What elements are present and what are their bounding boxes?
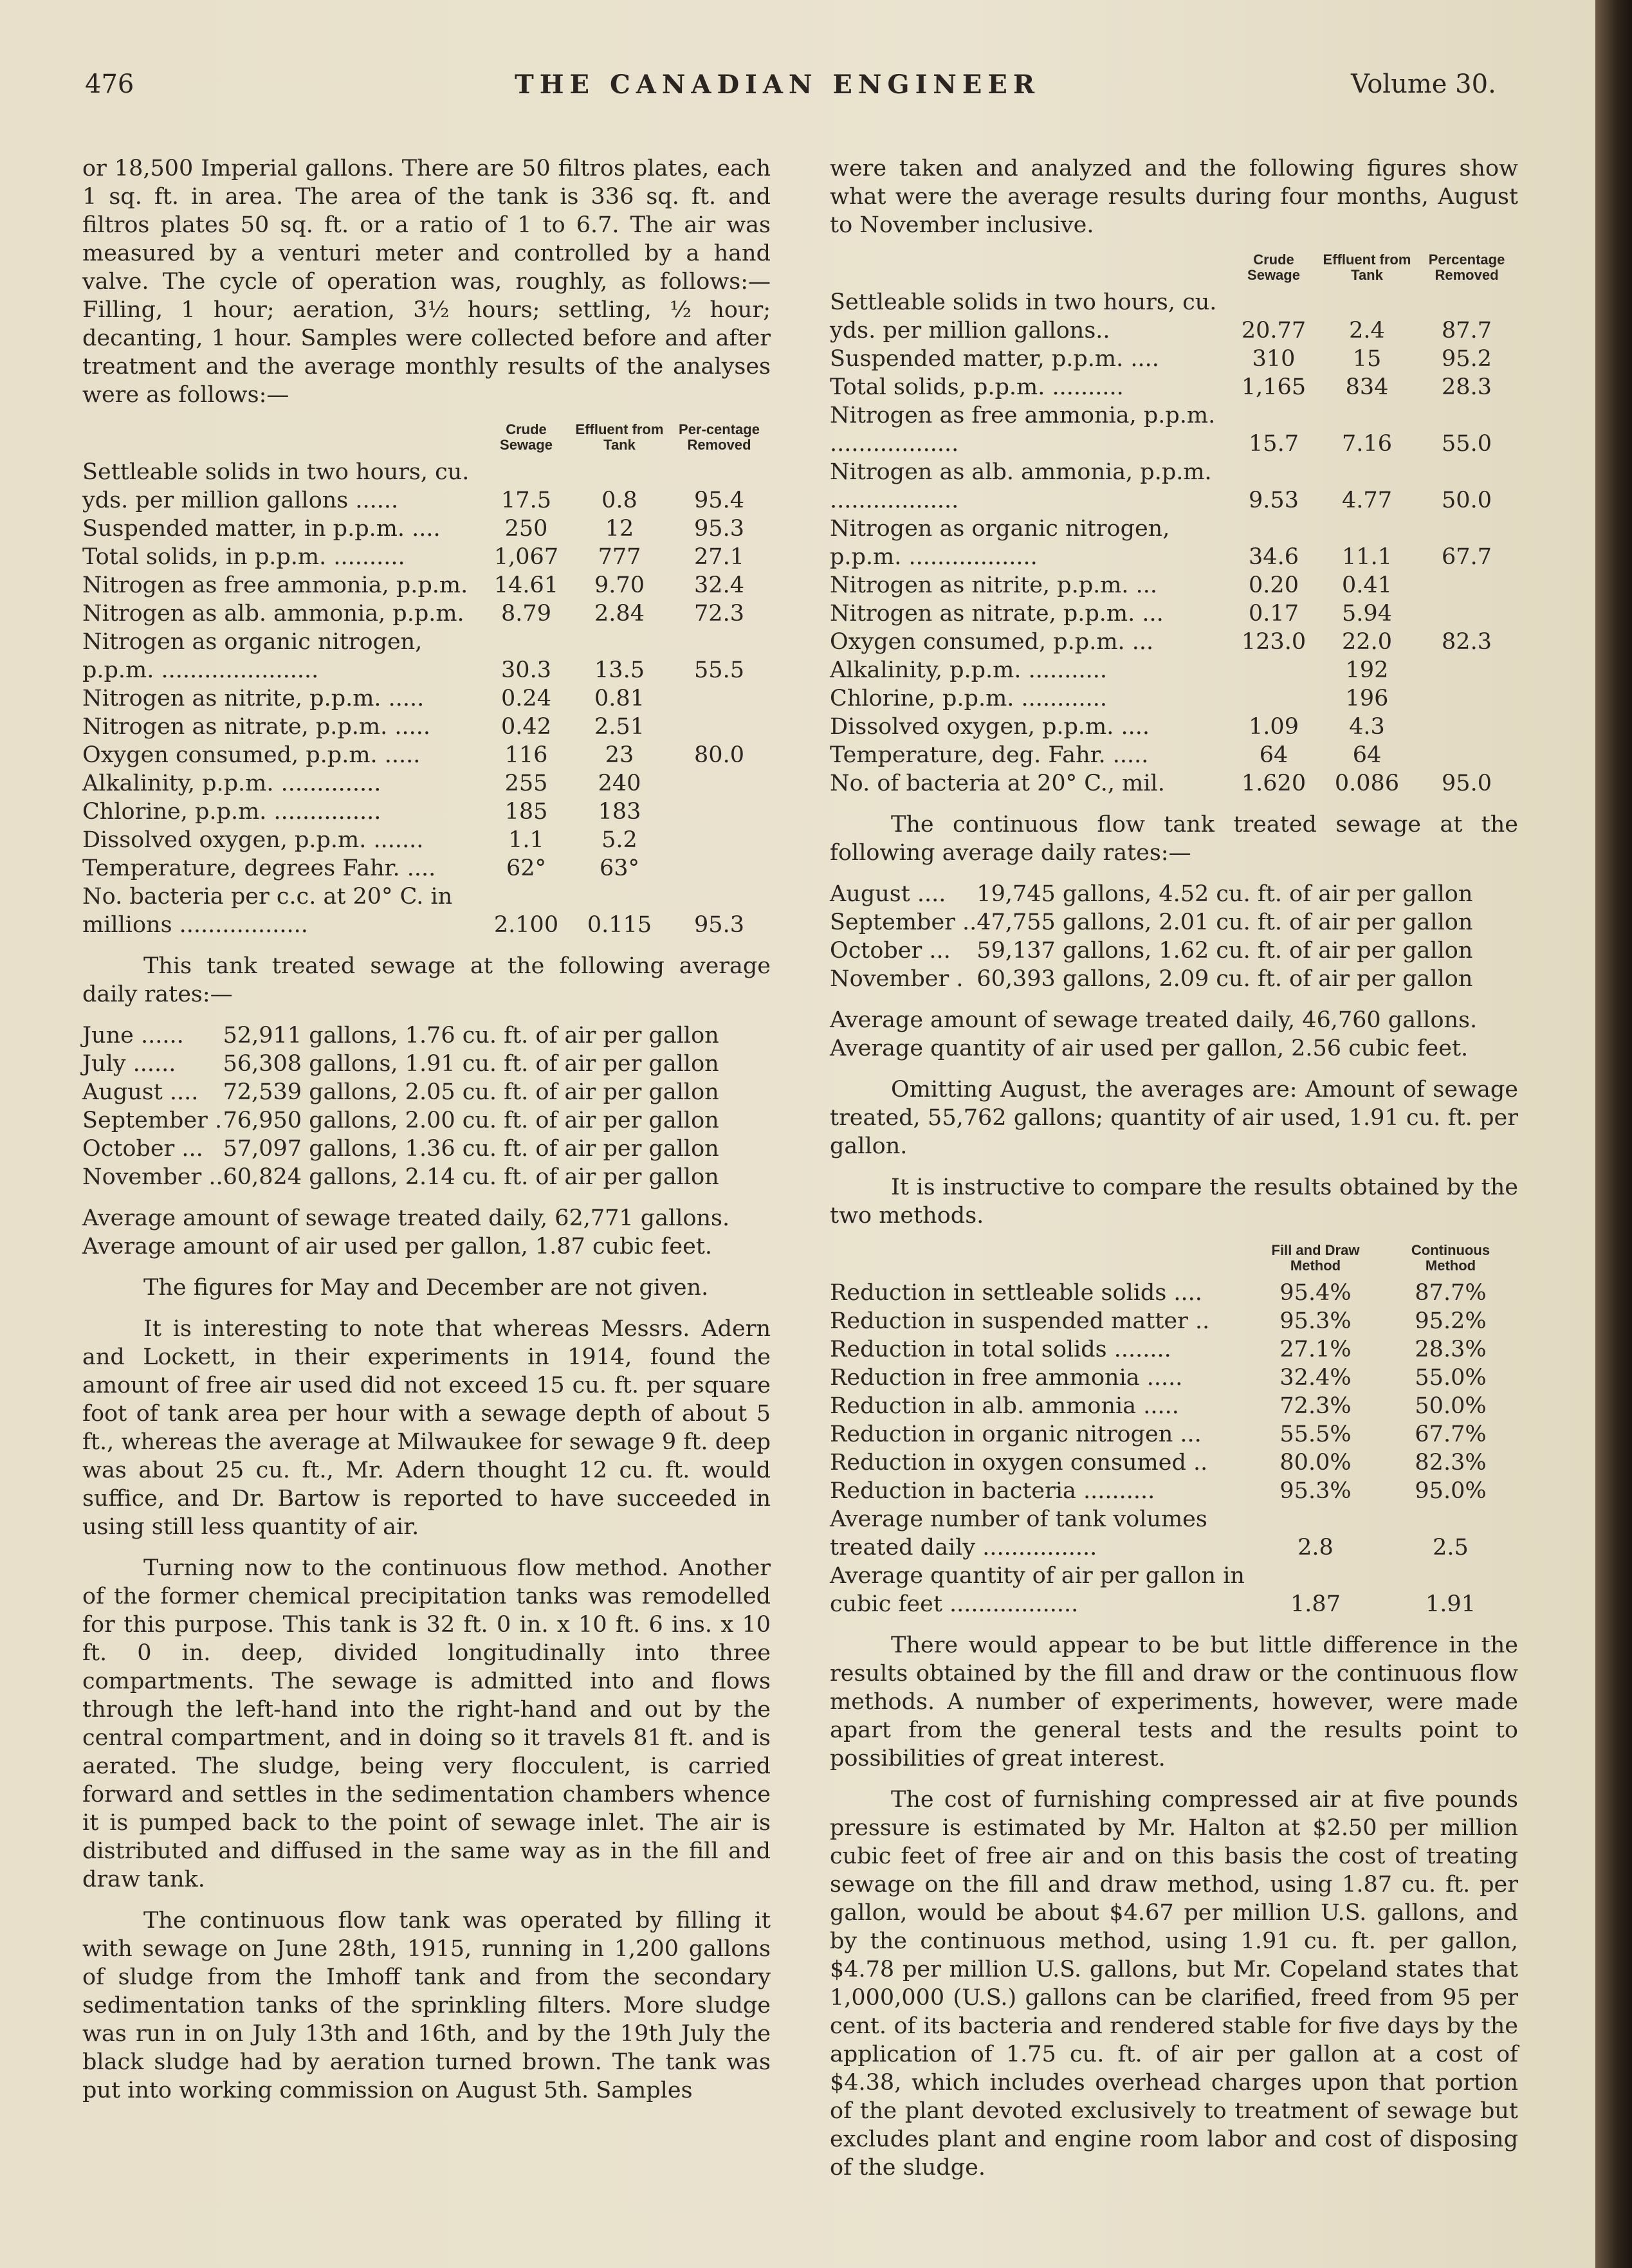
table-cell: 2.4 xyxy=(1349,318,1385,343)
rate-row xyxy=(82,1021,771,1050)
daily-rates-fill-draw xyxy=(82,1021,771,1191)
table-header: Per-centage Removed xyxy=(679,421,760,453)
rate-month: November .. xyxy=(82,1164,223,1190)
table-row xyxy=(830,1562,1518,1618)
table-cell: 310 xyxy=(1252,346,1296,372)
row-label: Total solids, in p.p.m. .......... xyxy=(82,544,405,570)
table-body xyxy=(830,288,1518,798)
paragraph: The figures for May and December are not given. xyxy=(143,1275,709,1301)
table-cell: 123.0 xyxy=(1241,629,1307,655)
table-row xyxy=(830,741,1518,769)
table-cell: 834 xyxy=(1345,374,1389,400)
average-line: Average quantity of air used per gallon, 2.56 cubic feet. xyxy=(830,1036,1469,1061)
table-row xyxy=(830,769,1518,798)
table-row xyxy=(82,515,771,543)
table-cell xyxy=(668,769,771,798)
table-cell: 95.3 xyxy=(694,516,744,542)
table-cell: 183 xyxy=(598,799,641,825)
row-label: Dissolved oxygen, p.p.m. .... xyxy=(830,714,1150,740)
table-cell: 13.5 xyxy=(594,657,645,683)
table-row xyxy=(82,543,771,571)
table-cell: 28.3 xyxy=(1442,374,1492,400)
rate-row xyxy=(830,937,1518,965)
table-cell: 80.0% xyxy=(1279,1450,1352,1476)
table-row xyxy=(82,769,771,798)
table-row xyxy=(82,741,771,769)
table-cell: 0.41 xyxy=(1342,572,1392,598)
table-row xyxy=(830,1392,1518,1420)
table-header-row xyxy=(830,1243,1518,1279)
table-cell xyxy=(1415,684,1518,713)
paragraph: This tank treated sewage at the following average daily rates:— xyxy=(82,953,771,1007)
table-cell xyxy=(668,684,771,713)
paragraph: The continuous flow tank treated sewage at the following average daily rates:— xyxy=(830,812,1518,866)
rate-month: November . xyxy=(830,966,964,992)
table-cell: 0.17 xyxy=(1249,601,1299,626)
table-cell: 255 xyxy=(504,771,548,796)
table-cell: 192 xyxy=(1345,657,1389,683)
table-cell: 2.51 xyxy=(594,714,645,740)
table-cell: 50.0 xyxy=(1442,488,1492,513)
table-cell: 64 xyxy=(1352,742,1382,768)
row-label: Reduction in total solids ........ xyxy=(830,1337,1171,1362)
table-row xyxy=(830,401,1518,458)
row-label: Dissolved oxygen, p.p.m. ....... xyxy=(82,827,424,853)
table-cell: 5.94 xyxy=(1342,601,1392,626)
table-cell: 80.0 xyxy=(694,742,744,768)
table-header: Crude Sewage xyxy=(500,421,553,453)
table-cell: 55.5% xyxy=(1279,1422,1352,1447)
paragraph: Turning now to the continuous flow method. Another of the former chemical precipitation tanks was remodelled for this purpose. This tank is 32 ft. 0 in. x 10 ft. 6 ins. x 10 ft. 0 in. deep, divided longitudinally into three compartments. The sewage is admitted into and flows through the left-hand into the right-hand and out by the central compartment, and in doing so it travels 81 ft. and is aerated. The sludge, being very flocculent, is carried forward and settles in the sedimentation chambers whence it is pumped back to the point of sewage inlet. The air is distributed and diffused in the same way as in the fill and draw tank. xyxy=(82,1555,771,1892)
table-cell: 0.24 xyxy=(501,686,551,711)
binding-shadow xyxy=(1595,0,1632,2268)
row-label: Nitrogen as nitrate, p.p.m. ..... xyxy=(82,714,430,740)
rate-month: October ... xyxy=(82,1136,203,1162)
table-cell: 28.3% xyxy=(1415,1337,1487,1362)
results-table-continuous xyxy=(830,252,1518,798)
table-row xyxy=(830,1335,1518,1364)
rate-row xyxy=(830,908,1518,937)
table-cell xyxy=(668,798,771,826)
table-cell xyxy=(1229,656,1319,684)
table-row xyxy=(830,1477,1518,1505)
table-cell xyxy=(1415,599,1518,628)
table-cell: 95.0 xyxy=(1442,771,1492,796)
table-row xyxy=(830,373,1518,401)
row-label: Average number of tank volumes treated daily ................ xyxy=(830,1506,1207,1560)
rate-month: August .... xyxy=(82,1079,199,1105)
table-cell: 32.4% xyxy=(1279,1365,1352,1391)
table-cell: 55.0 xyxy=(1442,431,1492,457)
row-label: Nitrogen as alb. ammonia, p.p.m. .................. xyxy=(830,459,1212,513)
table-row xyxy=(830,515,1518,571)
table-cell: 7.16 xyxy=(1342,431,1392,457)
table-cell: 0.81 xyxy=(594,686,645,711)
table-cell: 82.3% xyxy=(1415,1450,1487,1476)
row-label: Nitrogen as free ammonia, p.p.m. .................. xyxy=(830,403,1216,457)
table-cell: 67.7 xyxy=(1442,544,1492,570)
table-body xyxy=(82,458,771,939)
table-cell: 1.09 xyxy=(1249,714,1299,740)
table-row xyxy=(830,713,1518,741)
table-cell: 95.0% xyxy=(1415,1478,1487,1504)
paragraph: were taken and analyzed and the following figures show what were the average results during four months, August to November inclusive. xyxy=(830,156,1518,238)
table-cell: 240 xyxy=(598,771,641,796)
row-label: Nitrogen as nitrite, p.p.m. ..... xyxy=(82,686,425,711)
table-cell: 20.77 xyxy=(1241,318,1307,343)
paragraph: There would appear to be but little difference in the results obtained by the fill and draw or the continuous flow methods. A number of experiments, however, were made apart from the general tests and the results point to possibilities of great interest. xyxy=(830,1632,1518,1771)
row-label: Reduction in organic nitrogen ... xyxy=(830,1422,1202,1447)
rate-row xyxy=(82,1163,771,1191)
table-cell: 185 xyxy=(504,799,548,825)
table-cell: 27.1% xyxy=(1279,1337,1352,1362)
paragraph: or 18,500 Imperial gallons. There are 50 filtros plates, each 1 sq. ft. in area. The area of the tank is 336 sq. ft. and filtros plates 50 sq. ft. or a ratio of 1 to 6.7. The air was measured by a venturi meter and controlled by a hand valve. The cycle of operation was, roughly, as follows:— Filling, 1 hour; aeration, 3½ hours; settling, ½ hour; decanting, 1 hour. Samples were collected before and after treatment and the average monthly results of the analyses were as follows:— xyxy=(82,156,771,408)
table-cell: 9.53 xyxy=(1249,488,1299,513)
row-label: Oxygen consumed, p.p.m. ..... xyxy=(82,742,421,768)
daily-rates-continuous xyxy=(830,880,1518,993)
row-label: Reduction in alb. ammonia ..... xyxy=(830,1393,1179,1419)
table-header xyxy=(830,252,1229,288)
averages xyxy=(830,1006,1518,1063)
row-label: Suspended matter, p.p.m. .... xyxy=(830,346,1159,372)
table-header: Percentage Removed xyxy=(1428,251,1505,283)
rate-row xyxy=(82,1106,771,1135)
rate-value: 19,745 gallons, 4.52 cu. ft. of air per gallon xyxy=(976,881,1473,907)
table-row xyxy=(82,713,771,741)
table-cell: 0.20 xyxy=(1249,572,1299,598)
table-row xyxy=(830,1307,1518,1335)
table-cell: 4.3 xyxy=(1349,714,1385,740)
rate-month: September .. xyxy=(830,910,977,935)
table-cell: 777 xyxy=(598,544,641,570)
row-label: Alkalinity, p.p.m. ........... xyxy=(830,657,1107,683)
right-column xyxy=(830,154,1518,2195)
table-cell: 95.4% xyxy=(1279,1280,1352,1306)
table-cell: 2.8 xyxy=(1297,1535,1334,1560)
row-label: Reduction in free ammonia ..... xyxy=(830,1365,1183,1391)
table-cell: 67.7% xyxy=(1415,1422,1487,1447)
rate-month: June ...... xyxy=(82,1023,184,1048)
row-label: Chlorine, p.p.m. ............... xyxy=(82,799,381,825)
row-label: Reduction in bacteria .......... xyxy=(830,1478,1155,1504)
comparison-table xyxy=(830,1243,1518,1618)
table-cell xyxy=(1229,684,1319,713)
row-label: Oxygen consumed, p.p.m. ... xyxy=(830,629,1154,655)
table-cell: 5.2 xyxy=(601,827,637,853)
row-label: Average quantity of air per gallon in cubic feet .................. xyxy=(830,1563,1245,1617)
table-cell: 95.3 xyxy=(694,912,744,938)
table-row xyxy=(82,571,771,599)
rate-month: August .... xyxy=(830,881,946,907)
table-header-row xyxy=(830,252,1518,288)
rate-row xyxy=(82,1135,771,1163)
row-label: No. bacteria per c.c. at 20° C. in millions .................. xyxy=(82,884,453,938)
row-label: Reduction in settleable solids .... xyxy=(830,1280,1202,1306)
table-cell: 72.3 xyxy=(694,601,744,626)
table-header: Effluent from Tank xyxy=(575,421,664,453)
volume-label: Volume 30. xyxy=(1351,69,1496,99)
table-cell: 87.7% xyxy=(1415,1280,1487,1306)
paragraph: It is interesting to note that whereas Messrs. Adern and Lockett, in their experiments in 1914, found the amount of free air used did not exceed 15 cu. ft. per square foot of tank area per hour with a sewage depth of about 5 ft., whereas the average at Milwaukee for sewage 9 ft. deep was about 25 cu. ft., Mr. Adern thought 12 cu. ft. would suffice, and Dr. Bartow is reported to have succeeded in using still less quantity of air. xyxy=(82,1316,771,1540)
table-cell: 17.5 xyxy=(501,488,551,513)
table-header: Continuous Method xyxy=(1411,1242,1490,1274)
table-row xyxy=(830,288,1518,345)
averages xyxy=(82,1204,771,1261)
table-cell: 250 xyxy=(504,516,548,542)
row-label: Chlorine, p.p.m. ............ xyxy=(830,686,1108,711)
rate-value: 59,137 gallons, 1.62 cu. ft. of air per gallon xyxy=(976,938,1473,964)
row-label: Settleable solids in two hours, cu. yds. per million gallons.. xyxy=(830,289,1217,343)
table-cell: 95.2% xyxy=(1415,1308,1487,1334)
table-cell: 1.87 xyxy=(1290,1591,1341,1617)
table-cell: 196 xyxy=(1345,686,1389,711)
rate-value: 57,097 gallons, 1.36 cu. ft. of air per gallon xyxy=(223,1136,719,1162)
row-label: Suspended matter, in p.p.m. .... xyxy=(82,516,441,542)
row-label: Reduction in oxygen consumed .. xyxy=(830,1450,1208,1476)
table-header: Crude Sewage xyxy=(1247,251,1300,283)
table-cell: 9.70 xyxy=(594,572,645,598)
paragraph: The continuous flow tank was operated by filling it with sewage on June 28th, 1915, running in 1,200 gallons of sludge from the Imhoff tank and from the secondary sedimentation tanks of the sprinkling filters. More sludge was run in on July 13th and 16th, and by the 19th July the black sludge had by aeration turned brown. The tank was put into working commission on August 5th. Samples xyxy=(82,1908,771,2103)
rates-body xyxy=(830,880,1518,993)
average-line: Average amount of sewage treated daily, 46,760 gallons. xyxy=(830,1007,1478,1033)
table-row xyxy=(82,684,771,713)
table-cell: 82.3 xyxy=(1442,629,1492,655)
table-cell: 95.2 xyxy=(1442,346,1492,372)
row-label: Nitrogen as nitrate, p.p.m. ... xyxy=(830,601,1164,626)
table-cell: 63° xyxy=(599,855,640,881)
rate-month: September . xyxy=(82,1108,223,1133)
table-cell: 2.84 xyxy=(594,601,645,626)
table-cell xyxy=(1415,656,1518,684)
table-row xyxy=(830,628,1518,656)
table-cell: 8.79 xyxy=(501,601,551,626)
table-cell: 30.3 xyxy=(501,657,551,683)
table-row xyxy=(830,1364,1518,1392)
table-cell: 72.3% xyxy=(1279,1393,1352,1419)
table-cell: 0.42 xyxy=(501,714,551,740)
table-row xyxy=(830,1505,1518,1562)
paragraph: It is instructive to compare the results obtained by the two methods. xyxy=(830,1175,1518,1229)
table-row xyxy=(830,684,1518,713)
table-row xyxy=(830,599,1518,628)
table-header-row xyxy=(82,422,771,458)
table-cell: 1,067 xyxy=(493,544,559,570)
table-cell xyxy=(1415,713,1518,741)
rate-value: 47,755 gallons, 2.01 cu. ft. of air per gallon xyxy=(976,910,1473,935)
table-cell: 0.115 xyxy=(587,912,652,938)
left-column xyxy=(82,154,771,2117)
table-cell: 1.620 xyxy=(1241,771,1307,796)
rate-value: 52,911 gallons, 1.76 cu. ft. of air per gallon xyxy=(223,1023,719,1048)
table-cell: 27.1 xyxy=(694,544,744,570)
paragraph: Omitting August, the averages are: Amount of sewage treated, 55,762 gallons; quantity of air used, 1.91 cu. ft. per gallon. xyxy=(830,1077,1518,1159)
table-header xyxy=(830,1243,1248,1279)
table-row xyxy=(830,458,1518,515)
table-row xyxy=(830,1449,1518,1477)
table-cell: 14.61 xyxy=(493,572,559,598)
table-cell: 95.4 xyxy=(694,488,744,513)
table-cell xyxy=(1415,571,1518,599)
table-cell: 22.0 xyxy=(1342,629,1392,655)
table-row xyxy=(82,883,771,939)
rate-row xyxy=(830,965,1518,993)
average-line: Average amount of sewage treated daily, 62,771 gallons. xyxy=(82,1205,730,1231)
row-label: Nitrogen as alb. ammonia, p.p.m. xyxy=(82,601,464,626)
row-label: Nitrogen as organic nitrogen, p.p.m. .................. xyxy=(830,516,1170,570)
rates-body xyxy=(82,1021,771,1191)
row-label: Nitrogen as organic nitrogen, p.p.m. ...................... xyxy=(82,629,423,683)
table-cell: 95.3% xyxy=(1279,1308,1352,1334)
table-cell: 55.5 xyxy=(694,657,744,683)
table-cell: 50.0% xyxy=(1415,1393,1487,1419)
table-body xyxy=(830,1279,1518,1618)
row-label: Nitrogen as nitrite, p.p.m. ... xyxy=(830,572,1158,598)
average-line: Average amount of air used per gallon, 1.87 cubic feet. xyxy=(82,1234,712,1259)
table-cell: 64 xyxy=(1259,742,1288,768)
table-row xyxy=(82,599,771,628)
table-cell xyxy=(668,854,771,883)
table-cell: 11.1 xyxy=(1342,544,1392,570)
row-label: Settleable solids in two hours, cu. yds. per million gallons ...... xyxy=(82,459,470,513)
table-header xyxy=(82,422,481,458)
rate-month: October ... xyxy=(830,938,951,964)
table-row xyxy=(830,1420,1518,1449)
row-label: Alkalinity, p.p.m. .............. xyxy=(82,771,381,796)
journal-title: THE CANADIAN ENGINEER xyxy=(515,69,1041,100)
page-number: 476 xyxy=(85,69,134,99)
row-label: Reduction in suspended matter .. xyxy=(830,1308,1210,1334)
rate-row xyxy=(82,1078,771,1106)
table-row xyxy=(830,1279,1518,1307)
table-cell: 0.8 xyxy=(601,488,637,513)
table-cell: 1.1 xyxy=(508,827,544,853)
table-cell xyxy=(668,713,771,741)
table-row xyxy=(82,826,771,854)
row-label: Temperature, degrees Fahr. .... xyxy=(82,855,436,881)
table-cell: 95.3% xyxy=(1279,1478,1352,1504)
table-cell xyxy=(1415,741,1518,769)
table-cell: 15 xyxy=(1352,346,1382,372)
table-header: Effluent from Tank xyxy=(1323,251,1411,283)
paragraph: The cost of furnishing compressed air at five pounds pressure is estimated by Mr. Halton at $2.50 per million cubic feet of free air and on this basis the cost of treating sewage on the fill and draw method, using 1.87 cu. ft. per gallon, would be about $4.67 per million U.S. gallons, and by the continuous method, using 1.91 cu. ft. per gallon, $4.78 per million U.S. gallons, but Mr. Copeland states that 1,000,000 (U.S.) gallons can be clarified, freed from 95 per cent. of its bacteria and rendered stable for five days by the application of 1.75 cu. ft. of air per gallon at a cost of $4.38, which includes overhead charges upon that portion of the plant devoted exclusively to treatment of sewage but excludes plant and engine room labor and cost of disposing of the sludge. xyxy=(830,1787,1518,2181)
table-row xyxy=(830,345,1518,373)
table-cell: 32.4 xyxy=(694,572,744,598)
rate-value: 60,824 gallons, 2.14 cu. ft. of air per gallon xyxy=(223,1164,719,1190)
row-label: Nitrogen as free ammonia, p.p.m. xyxy=(82,572,468,598)
rate-month: July ...... xyxy=(82,1051,176,1077)
table-row xyxy=(82,628,771,684)
table-row xyxy=(82,458,771,515)
rate-value: 56,308 gallons, 1.91 cu. ft. of air per gallon xyxy=(223,1051,719,1077)
rate-value: 72,539 gallons, 2.05 cu. ft. of air per gallon xyxy=(223,1079,719,1105)
table-cell xyxy=(668,826,771,854)
table-cell: 55.0% xyxy=(1415,1365,1487,1391)
table-cell: 12 xyxy=(605,516,634,542)
row-label: Temperature, deg. Fahr. ..... xyxy=(830,742,1149,768)
table-cell: 23 xyxy=(605,742,634,768)
row-label: No. of bacteria at 20° C., mil. xyxy=(830,771,1165,796)
table-row xyxy=(830,656,1518,684)
table-cell: 2.5 xyxy=(1433,1535,1469,1560)
rate-row xyxy=(82,1050,771,1078)
table-cell: 87.7 xyxy=(1442,318,1492,343)
row-label: Total solids, p.p.m. .......... xyxy=(830,374,1124,400)
table-cell: 62° xyxy=(506,855,547,881)
rate-value: 60,393 gallons, 2.09 cu. ft. of air per gallon xyxy=(976,966,1473,992)
table-cell: 4.77 xyxy=(1342,488,1392,513)
table-cell: 1.91 xyxy=(1426,1591,1476,1617)
results-table-fill-draw xyxy=(82,422,771,939)
table-cell: 34.6 xyxy=(1249,544,1299,570)
table-row xyxy=(830,571,1518,599)
table-row xyxy=(82,798,771,826)
table-cell: 1,165 xyxy=(1241,374,1307,400)
table-header: Fill and Draw Method xyxy=(1271,1242,1360,1274)
table-cell: 15.7 xyxy=(1249,431,1299,457)
table-cell: 116 xyxy=(504,742,548,768)
table-cell: 2.100 xyxy=(493,912,559,938)
table-row xyxy=(82,854,771,883)
table-cell: 0.086 xyxy=(1334,771,1400,796)
rate-value: 76,950 gallons, 2.00 cu. ft. of air per gallon xyxy=(223,1108,719,1133)
rate-row xyxy=(830,880,1518,908)
